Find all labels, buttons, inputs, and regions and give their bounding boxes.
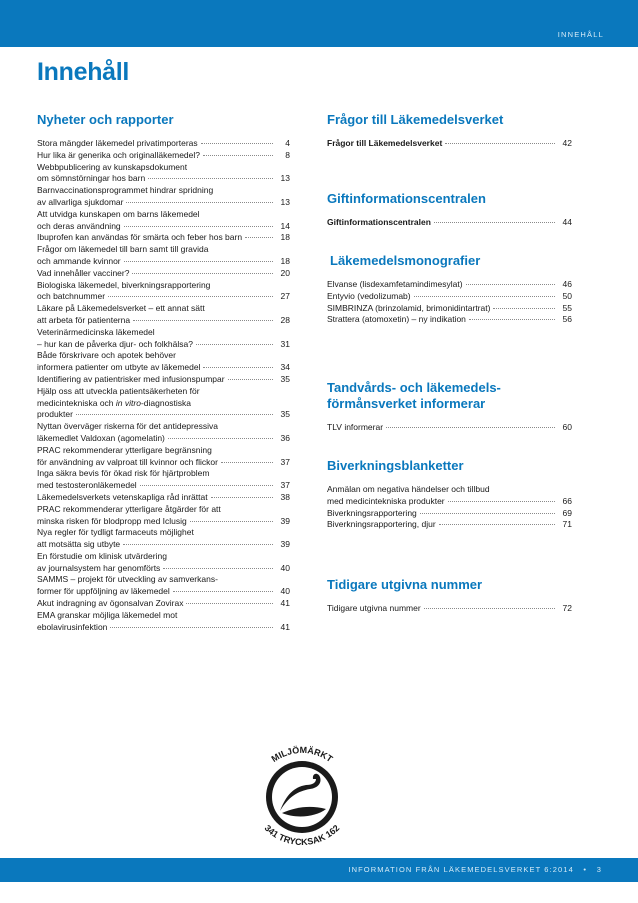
entry-title-row <box>37 138 290 150</box>
entry-title-row <box>37 374 290 386</box>
swan-logo-icon <box>236 741 368 845</box>
dot-leader <box>466 284 555 285</box>
section-heading: Nyheter och rapporter <box>37 112 174 127</box>
entry-title: Identifiering av patientrisker med infusionspumpar <box>37 373 225 384</box>
entry-title-row <box>327 508 572 520</box>
dot-leader <box>439 524 555 525</box>
footer-bullet: • <box>583 865 588 874</box>
toc-list <box>327 138 572 150</box>
entry-page-number: 56 <box>562 314 572 325</box>
entry-title: Akut indragning av ögonsalvan Zovirax <box>37 598 184 609</box>
toc-entry <box>37 468 290 492</box>
toc-list <box>327 422 572 434</box>
entry-title: av allvarliga sjukdomar <box>37 196 124 207</box>
dot-leader <box>196 344 273 345</box>
entry-title-row <box>37 256 290 268</box>
toc-entry <box>37 303 290 327</box>
entry-title: läkemedlet Valdoxan (agomelatin) <box>37 432 165 443</box>
dot-leader <box>123 544 273 545</box>
entry-title-row <box>37 197 290 209</box>
entry-title-line: Webbpublicering av kunskapsdokument <box>37 161 188 172</box>
entry-title: ebolavirusinfektion <box>37 621 108 632</box>
entry-title: av journalsystem har genomförts <box>37 562 161 573</box>
entry-title-row <box>37 221 290 233</box>
entry-page-number: 8 <box>285 149 290 160</box>
toc-list <box>37 138 290 633</box>
entry-page-number: 34 <box>280 362 290 373</box>
footer-bar <box>0 858 638 882</box>
left-column <box>37 112 290 633</box>
entry-page-number: 39 <box>280 515 290 526</box>
entry-page-number: 55 <box>562 302 572 313</box>
entry-title-row <box>37 433 290 445</box>
dot-leader <box>132 273 273 274</box>
toc-entry <box>327 291 572 303</box>
entry-title-row <box>37 232 290 244</box>
heading-line: förmånsverket informerar <box>327 396 486 411</box>
entry-page-number: 60 <box>562 422 572 432</box>
entry-title-line: PRAC rekommenderar ytterligare begränsning <box>37 444 212 455</box>
entry-title-row <box>37 480 290 492</box>
entry-page-number: 18 <box>280 255 290 266</box>
dot-leader <box>414 296 555 297</box>
toc-entry <box>37 610 290 634</box>
entry-title: Strattera (atomoxetin) – ny indikation <box>327 314 466 325</box>
dot-leader <box>203 367 273 368</box>
dot-leader <box>448 501 555 502</box>
entry-title-row <box>327 138 572 150</box>
entry-title-row <box>37 362 290 374</box>
dot-leader <box>168 438 273 439</box>
entry-page-number: 31 <box>280 338 290 349</box>
entry-title-row <box>37 268 290 280</box>
entry-title-row <box>37 339 290 351</box>
toc-entry <box>327 603 572 615</box>
entry-page-number: 28 <box>280 314 290 325</box>
dot-leader <box>245 237 273 238</box>
entry-title-line: Att utvidga kunskapen om barns läkemedel <box>37 208 200 219</box>
section-heading: Frågor till Läkemedelsverket <box>327 112 504 127</box>
entry-page-number: 20 <box>280 267 290 278</box>
entry-title-row <box>37 563 290 575</box>
entry-page-number: 35 <box>280 373 290 384</box>
toc-entry <box>37 421 290 445</box>
section-heading <box>327 380 572 412</box>
entry-title-row <box>327 422 572 434</box>
entry-title: med testosteronläkemedel <box>37 480 137 491</box>
entry-title: Biverkningsrapportering, djur <box>327 519 436 530</box>
dot-leader <box>203 155 273 156</box>
entry-title-line: PRAC rekommenderar ytterligare åtgärder för att <box>37 503 221 514</box>
entry-title-line: Nya regler för tydligt farmaceuts möjlighet <box>37 527 194 538</box>
section-fragor <box>327 112 572 150</box>
dot-leader <box>133 320 273 321</box>
section-tlv <box>327 380 572 434</box>
entry-title-line: Biologiska läkemedel, biverkningsrapportering <box>37 279 211 290</box>
toc-list <box>327 279 572 326</box>
toc-entry <box>37 138 290 150</box>
toc-entry <box>327 508 572 520</box>
toc-entry <box>37 574 290 598</box>
entry-page-number: 37 <box>280 456 290 467</box>
entry-title: SIMBRINZA (brinzolamid, brimonidintartrat) <box>327 302 491 313</box>
italic-term: in vitro <box>115 397 141 408</box>
section-heading: Tidigare utgivna nummer <box>327 577 483 592</box>
entry-page-number: 71 <box>562 519 572 530</box>
entry-title: former för uppföljning av läkemedel <box>37 586 170 597</box>
entry-title-row <box>327 314 572 326</box>
entry-title: produkter <box>37 409 73 420</box>
nordic-swan-ecolabel <box>236 741 368 845</box>
entry-page-number: 66 <box>562 495 572 506</box>
entry-page-number: 42 <box>562 138 572 148</box>
toc-entry <box>327 314 572 326</box>
toc-entry <box>327 422 572 434</box>
section-heading: Biverkningsblanketter <box>327 458 464 473</box>
dot-leader <box>148 178 273 179</box>
dot-leader <box>211 497 273 498</box>
section-monografier <box>327 253 572 326</box>
entry-page-number: 50 <box>562 290 572 301</box>
entry-page-number: 37 <box>280 480 290 491</box>
section-biverkningsblanketter <box>327 458 572 531</box>
entry-title-line: Veterinärmedicinska läkemedel <box>37 326 155 337</box>
entry-title: Elvanse (lisdexamfetamindimesylat) <box>327 279 463 289</box>
entry-title-line: SAMMS – projekt för utveckling av samverkans- <box>37 574 218 585</box>
toc-entry <box>37 244 290 268</box>
entry-title-line: Barnvaccinationsprogrammet hindrar spridning <box>37 185 214 196</box>
entry-title: och ammande kvinnor <box>37 255 121 266</box>
dot-leader <box>424 608 555 609</box>
toc-list <box>327 484 572 531</box>
toc-entry <box>37 551 290 575</box>
entry-title-line: Inga säkra bevis för ökad risk för hjärtproblem <box>37 468 210 479</box>
entry-title-row <box>37 315 290 327</box>
section-gift <box>327 191 572 229</box>
entry-title-row <box>37 622 290 634</box>
entry-page-number: 14 <box>280 220 290 231</box>
entry-title-row <box>327 279 572 291</box>
toc-entry <box>37 598 290 610</box>
entry-title: Entyvio (vedolizumab) <box>327 290 411 301</box>
logo-text-bottom: 341 TRYCKSAK 162 <box>262 822 342 845</box>
entry-page-number: 40 <box>280 586 290 597</box>
dot-leader <box>124 261 273 262</box>
entry-title-row <box>327 603 572 615</box>
page-number: 3 <box>596 865 602 874</box>
entry-title-row <box>327 519 572 531</box>
entry-title: minska risken för blodpropp med Iclusig <box>37 515 187 526</box>
entry-title-row <box>327 303 572 315</box>
dot-leader <box>221 462 273 463</box>
dot-leader <box>173 591 273 592</box>
footer-label <box>348 865 602 874</box>
toc-list <box>327 603 572 615</box>
entry-page-number: 46 <box>562 279 572 289</box>
entry-title: Läkemedelsverkets vetenskapliga råd inrättat <box>37 491 208 502</box>
entry-title-line: Hjälp oss att utveckla patientsäkerheten för <box>37 385 200 396</box>
entry-title: med medicintekniska produkter <box>327 495 445 506</box>
toc-entry <box>37 492 290 504</box>
header-bar <box>0 0 638 47</box>
section-heading: Giftinformationscentralen <box>327 191 486 206</box>
toc-list <box>327 217 572 229</box>
entry-title: och deras användning <box>37 220 121 231</box>
toc-entry <box>37 386 290 421</box>
section-heading: Läkemedelsmonografier <box>330 253 481 268</box>
dot-leader <box>190 521 273 522</box>
entry-title: Vad innehåller vacciner? <box>37 267 130 278</box>
entry-title: och batchnummer <box>37 291 106 302</box>
section-label: INNEHÅLL <box>557 30 604 39</box>
entry-title-line: EMA granskar möjliga läkemedel mot <box>37 609 178 620</box>
toc-entry <box>327 484 572 508</box>
entry-title-row <box>37 173 290 185</box>
toc-entry <box>37 268 290 280</box>
entry-title-line: Nyttan överväger riskerna för det antidepressiva <box>37 421 218 432</box>
entry-title: informera patienter om utbyte av läkemedel <box>37 362 201 373</box>
dot-leader <box>76 414 273 415</box>
entry-page-number: 18 <box>280 232 290 243</box>
section-tidigare <box>327 577 572 615</box>
toc-entry <box>37 350 290 374</box>
entry-page-number: 44 <box>562 217 572 227</box>
entry-title: att motsätta sig utbyte <box>37 539 121 550</box>
entry-page-number: 13 <box>280 196 290 207</box>
toc-entry <box>37 185 290 209</box>
dot-leader <box>186 603 273 604</box>
dot-leader <box>420 513 555 514</box>
entry-title: Ibuprofen kan användas för smärta och feber hos barn <box>37 232 243 243</box>
entry-page-number: 36 <box>280 432 290 443</box>
toc-entry <box>37 209 290 233</box>
dot-leader <box>140 485 273 486</box>
entry-title-row <box>37 492 290 504</box>
entry-page-number: 4 <box>285 138 290 148</box>
entry-title: Biverkningsrapportering <box>327 507 417 518</box>
dot-leader <box>386 427 555 428</box>
dot-leader <box>124 226 273 227</box>
entry-title-row <box>37 150 290 162</box>
entry-page-number: 41 <box>280 621 290 632</box>
toc-entry <box>37 327 290 351</box>
publication-name: INFORMATION FRÅN LÄKEMEDELSVERKET 6:2014 <box>348 865 574 874</box>
dot-leader <box>126 202 273 203</box>
entry-page-number: 13 <box>280 173 290 184</box>
entry-title: att arbeta för patienterna <box>37 314 131 325</box>
entry-title-line: medicintekniska och in vitro-diagnostiska <box>37 397 192 408</box>
entry-title-row <box>327 291 572 303</box>
entry-title-line: Läkare på Läkemedelsverket – ett annat sätt <box>37 303 205 314</box>
toc-entry <box>327 519 572 531</box>
entry-title-row <box>37 598 290 610</box>
toc-entry <box>37 445 290 469</box>
entry-title-row <box>37 291 290 303</box>
entry-title: Stora mängder läkemedel privatimporteras <box>37 138 198 148</box>
entry-page-number: 27 <box>280 291 290 302</box>
heading-line: Tandvårds- och läkemedels- <box>327 380 501 395</box>
entry-page-number: 35 <box>280 409 290 420</box>
dot-leader <box>469 319 555 320</box>
entry-title: för användning av valproat till kvinnor och flickor <box>37 456 218 467</box>
toc-entry <box>327 138 572 150</box>
entry-title-row <box>327 217 572 229</box>
entry-page-number: 41 <box>280 598 290 609</box>
toc-entry <box>37 504 290 528</box>
entry-title-line: Anmälan om negativa händelser och tillbud <box>327 484 490 494</box>
entry-title-row <box>37 516 290 528</box>
entry-page-number: 69 <box>562 507 572 518</box>
entry-title: Frågor till Läkemedelsverket <box>327 138 443 148</box>
entry-page-number: 72 <box>562 603 572 613</box>
toc-entry <box>37 150 290 162</box>
dot-leader <box>445 143 555 144</box>
toc-entry <box>37 232 290 244</box>
entry-title-row <box>37 457 290 469</box>
entry-title-row <box>37 409 290 421</box>
dot-leader <box>228 379 273 380</box>
entry-title-row <box>37 539 290 551</box>
entry-page-number: 40 <box>280 562 290 573</box>
toc-entry <box>327 303 572 315</box>
entry-title-line: En förstudie om klinisk utvärdering <box>37 550 167 561</box>
entry-title: Tidigare utgivna nummer <box>327 603 421 613</box>
dot-leader <box>434 222 555 223</box>
entry-page-number: 39 <box>280 539 290 550</box>
toc-entry <box>37 162 290 186</box>
entry-title: – hur kan de påverka djur- och folkhälsa? <box>37 338 193 349</box>
entry-title: TLV informerar <box>327 422 384 432</box>
entry-title: Hur lika är generika och originalläkemedel? <box>37 149 201 160</box>
dot-leader <box>110 627 273 628</box>
entry-title-row <box>327 496 572 508</box>
page-title: Innehåll <box>37 58 130 86</box>
dot-leader <box>201 143 273 144</box>
logo-text-top: MILJÖMÄRKT <box>269 744 335 765</box>
entry-title-line: Både förskrivare och apotek behöver <box>37 350 176 361</box>
toc-entry <box>327 217 572 229</box>
dot-leader <box>493 308 555 309</box>
toc-entry <box>37 280 290 304</box>
entry-title-row <box>37 586 290 598</box>
toc-entry <box>37 374 290 386</box>
entry-title: om sömnstörningar hos barn <box>37 173 146 184</box>
entry-page-number: 38 <box>280 491 290 502</box>
toc-entry <box>327 279 572 291</box>
entry-title: Giftinformationscentralen <box>327 217 431 227</box>
dot-leader <box>108 296 273 297</box>
toc-entry <box>37 527 290 551</box>
entry-title-line: Frågor om läkemedel till barn samt till gravida <box>37 244 209 255</box>
dot-leader <box>163 568 273 569</box>
